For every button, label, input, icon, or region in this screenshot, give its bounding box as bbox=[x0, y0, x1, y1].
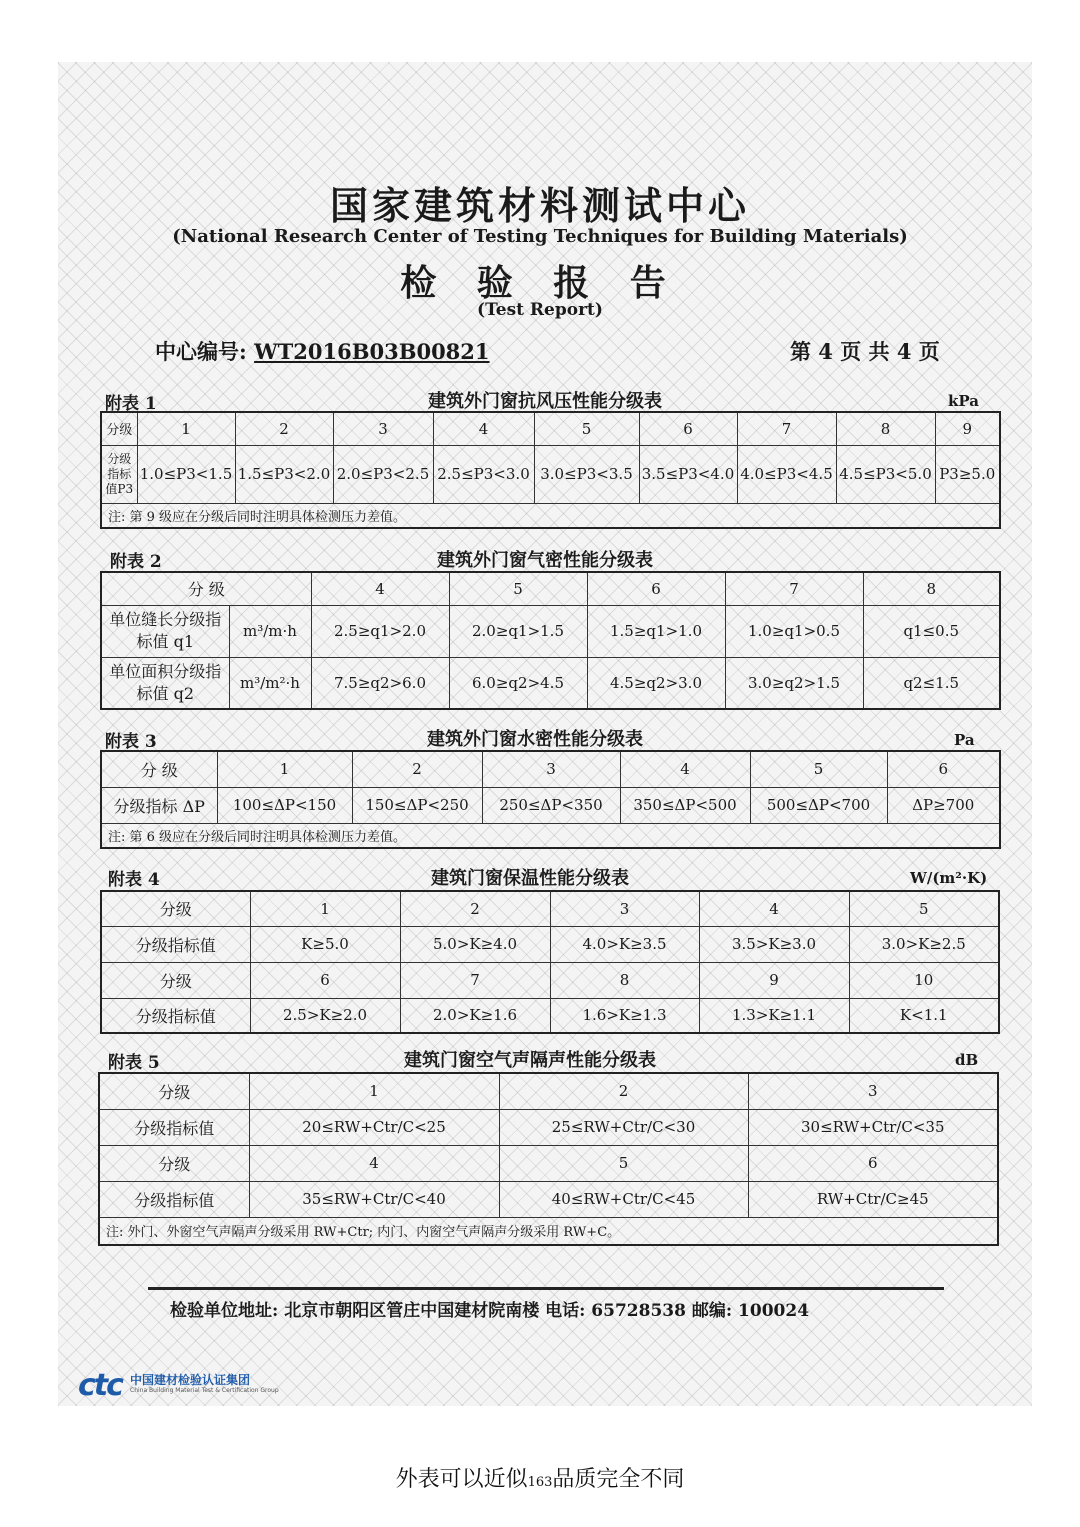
table5-row-label: 分级 bbox=[99, 1145, 249, 1181]
table-cell: RW+Ctr/C≥45 bbox=[748, 1181, 998, 1217]
table-cell: 100≤ΔP<150 bbox=[217, 787, 352, 823]
table-cell: 7 bbox=[725, 572, 863, 605]
table4-value-row bbox=[101, 998, 999, 1033]
table-cell: 2.0>K≥1.6 bbox=[400, 998, 550, 1033]
table4-caption: 附表 4 bbox=[108, 870, 160, 890]
table-cell: 500≤ΔP<700 bbox=[750, 787, 887, 823]
table2-caption: 附表 2 bbox=[110, 552, 162, 572]
table3-unit: Pa bbox=[954, 731, 975, 749]
table-cell: 35≤RW+Ctr/C<40 bbox=[249, 1181, 499, 1217]
table-cell: 4 bbox=[249, 1145, 499, 1181]
test-report-title-cn: 检 验 报 告 bbox=[400, 262, 680, 304]
table3-row-label: 分级指标 ΔP bbox=[101, 787, 217, 823]
table4-thermal-insulation bbox=[100, 890, 1000, 1034]
table-cell: 1 bbox=[249, 1073, 499, 1109]
table5-row-label: 分级指标值 bbox=[99, 1109, 249, 1145]
table-cell: 1 bbox=[137, 412, 235, 445]
table-cell: 1.5≥q1>1.0 bbox=[587, 605, 725, 657]
page-info: 第 4 页 共 4 页 bbox=[790, 339, 940, 364]
table2-grade-label: 分 级 bbox=[101, 572, 311, 605]
table-cell: 350≤ΔP<500 bbox=[620, 787, 750, 823]
table-cell: q2≤1.5 bbox=[863, 657, 1000, 709]
table-cell: 3.5>K≥3.0 bbox=[699, 926, 849, 962]
table4-row-label: 分级指标值 bbox=[101, 998, 250, 1033]
table-cell: 3.0≥q2>1.5 bbox=[725, 657, 863, 709]
table4-grade-row bbox=[101, 962, 999, 998]
table1-row-label: 分级指标值P3 bbox=[101, 445, 137, 503]
table5-title: 建筑门窗空气声隔声性能分级表 bbox=[404, 1050, 656, 1071]
report-title-en: (National Research Center of Testing Techniques for Building Materials) bbox=[172, 226, 908, 247]
table-cell: 8 bbox=[836, 412, 935, 445]
table1-title: 建筑外门窗抗风压性能分级表 bbox=[428, 391, 662, 412]
table-cell: 8 bbox=[863, 572, 1000, 605]
table-cell: 4 bbox=[311, 572, 449, 605]
center-number bbox=[155, 336, 490, 366]
logo-name-en: China Building Material Test & Certification Group bbox=[130, 1387, 279, 1394]
table4-unit: W/(m²·K) bbox=[910, 869, 988, 887]
table-cell: m³/m·h bbox=[229, 605, 311, 657]
table1-value-row bbox=[101, 445, 1000, 503]
table-cell: 1.3>K≥1.1 bbox=[699, 998, 849, 1033]
table5-row-label: 分级指标值 bbox=[99, 1181, 249, 1217]
report-title-cn: 国家建筑材料测试中心 bbox=[329, 183, 750, 228]
ctc-logo-mark: ctc bbox=[78, 1368, 122, 1403]
table-cell: 4.0>K≥3.5 bbox=[550, 926, 699, 962]
ctc-logo bbox=[78, 1368, 122, 1403]
table-cell: 1.0≤P3<1.5 bbox=[137, 445, 235, 503]
caption-before: 外表可以近似 bbox=[395, 1467, 528, 1492]
table1-wind-pressure bbox=[100, 411, 1001, 529]
table-cell: 2 bbox=[499, 1073, 748, 1109]
table-cell: 20≤RW+Ctr/C<25 bbox=[249, 1109, 499, 1145]
table5-grade-row bbox=[99, 1145, 998, 1181]
table5-value-row bbox=[99, 1181, 998, 1217]
table-cell: 4.5≤P3<5.0 bbox=[836, 445, 935, 503]
table-cell: 1.0≥q1>0.5 bbox=[725, 605, 863, 657]
table5-note-row bbox=[99, 1217, 998, 1245]
center-number-label: 中心编号: bbox=[155, 339, 247, 364]
table-cell: 5 bbox=[534, 412, 639, 445]
footer-address: 检验单位地址: 北京市朝阳区管庄中国建材院南楼 电话: 65728538 邮编: 100024 bbox=[170, 1301, 810, 1321]
table2-row-q1 bbox=[101, 605, 1000, 657]
table-cell: 150≤ΔP<250 bbox=[352, 787, 482, 823]
table5-grade-row bbox=[99, 1073, 998, 1109]
table-cell: 6.0≥q2>4.5 bbox=[449, 657, 587, 709]
table-cell: 1 bbox=[250, 891, 400, 926]
table-cell: 4 bbox=[699, 891, 849, 926]
table-cell: 2.5≥q1>2.0 bbox=[311, 605, 449, 657]
table-cell: 2 bbox=[235, 412, 333, 445]
table-cell: P3≥5.0 bbox=[935, 445, 1000, 503]
table-cell: 9 bbox=[699, 962, 849, 998]
table-cell: 4.5≥q2>3.0 bbox=[587, 657, 725, 709]
table-cell: 6 bbox=[639, 412, 737, 445]
table1-grade-row bbox=[101, 412, 1000, 445]
table-cell: 2.0≥q1>1.5 bbox=[449, 605, 587, 657]
table-cell: 5 bbox=[499, 1145, 748, 1181]
table3-note: 注: 第 6 级应在分级后同时注明具体检测压力差值。 bbox=[101, 823, 1000, 848]
table-cell: 3 bbox=[748, 1073, 998, 1109]
table5-value-row bbox=[99, 1109, 998, 1145]
table-cell: 4 bbox=[433, 412, 534, 445]
table1-caption: 附表 1 bbox=[105, 394, 157, 414]
table-cell: 5 bbox=[750, 751, 887, 787]
table4-row-label: 分级指标值 bbox=[101, 926, 250, 962]
table3-title: 建筑外门窗水密性能分级表 bbox=[427, 729, 643, 750]
table-cell: 3 bbox=[550, 891, 699, 926]
table2-title: 建筑外门窗气密性能分级表 bbox=[437, 550, 653, 571]
table-cell: 3.0≤P3<3.5 bbox=[534, 445, 639, 503]
table-cell: 5 bbox=[449, 572, 587, 605]
table-cell: 3.0>K≥2.5 bbox=[849, 926, 999, 962]
table3-value-row bbox=[101, 787, 1000, 823]
caption-after: 品质完全不同 bbox=[552, 1467, 685, 1492]
table-cell: 3 bbox=[482, 751, 620, 787]
table-cell: 2 bbox=[352, 751, 482, 787]
table-cell: 1.5≤P3<2.0 bbox=[235, 445, 333, 503]
table2-row-q2 bbox=[101, 657, 1000, 709]
table1-note: 注: 第 9 级应在分级后同时注明具体检测压力差值。 bbox=[101, 503, 1000, 528]
table-cell: 5.0>K≥4.0 bbox=[400, 926, 550, 962]
table-cell: m³/m²·h bbox=[229, 657, 311, 709]
table-cell: 7.5≥q2>6.0 bbox=[311, 657, 449, 709]
table-cell: 6 bbox=[887, 751, 1000, 787]
table-cell: 3.5≤P3<4.0 bbox=[639, 445, 737, 503]
table-cell: q1≤0.5 bbox=[863, 605, 1000, 657]
table-cell: 4 bbox=[620, 751, 750, 787]
table4-row-label: 分级 bbox=[101, 891, 250, 926]
table-cell: 6 bbox=[748, 1145, 998, 1181]
logo-name-cn: 中国建材检验认证集团 bbox=[130, 1373, 251, 1387]
table3-row-label: 分 级 bbox=[101, 751, 217, 787]
table4-grade-row bbox=[101, 891, 999, 926]
table-cell: 6 bbox=[587, 572, 725, 605]
table-cell: 9 bbox=[935, 412, 1000, 445]
table-cell: 6 bbox=[250, 962, 400, 998]
table3-caption: 附表 3 bbox=[105, 732, 157, 752]
table2-air-tightness bbox=[100, 571, 1001, 710]
table-cell: 4.0≤P3<4.5 bbox=[737, 445, 836, 503]
table2-grade-row bbox=[101, 572, 1000, 605]
test-report-title-en: (Test Report) bbox=[477, 300, 603, 320]
table-cell: 2.5≤P3<3.0 bbox=[433, 445, 534, 503]
table-cell: 10 bbox=[849, 962, 999, 998]
table5-caption: 附表 5 bbox=[108, 1053, 160, 1073]
table-cell: 5 bbox=[849, 891, 999, 926]
table-cell: 7 bbox=[400, 962, 550, 998]
bottom-caption bbox=[0, 1462, 1080, 1493]
table-cell: 3 bbox=[333, 412, 433, 445]
table-cell: K<1.1 bbox=[849, 998, 999, 1033]
table2-row-label: 单位面积分级指标值 q2 bbox=[101, 657, 229, 709]
table1-unit: kPa bbox=[948, 392, 979, 410]
table-cell: 40≤RW+Ctr/C<45 bbox=[499, 1181, 748, 1217]
table5-note: 注: 外门、外窗空气声隔声分级采用 RW+Ctr; 内门、内窗空气声隔声分级采用 RW+C。 bbox=[99, 1217, 998, 1245]
center-number-value: WT2016B03B00821 bbox=[254, 339, 490, 364]
table5-sound-insulation bbox=[98, 1072, 999, 1246]
table5-row-label: 分级 bbox=[99, 1073, 249, 1109]
table-cell: 250≤ΔP<350 bbox=[482, 787, 620, 823]
table-cell: 30≤RW+Ctr/C<35 bbox=[748, 1109, 998, 1145]
table1-row-label: 分级 bbox=[101, 412, 137, 445]
table-cell: ΔP≥700 bbox=[887, 787, 1000, 823]
table4-row-label: 分级 bbox=[101, 962, 250, 998]
table-cell: 2.0≤P3<2.5 bbox=[333, 445, 433, 503]
table2-row-label: 单位缝长分级指标值 q1 bbox=[101, 605, 229, 657]
table-cell: 2 bbox=[400, 891, 550, 926]
table-cell: 1 bbox=[217, 751, 352, 787]
table-cell: 8 bbox=[550, 962, 699, 998]
table-cell: K≥5.0 bbox=[250, 926, 400, 962]
table-cell: 7 bbox=[737, 412, 836, 445]
table4-title: 建筑门窗保温性能分级表 bbox=[431, 868, 629, 889]
footer-divider bbox=[148, 1287, 944, 1290]
caption-page-number: 163 bbox=[527, 1475, 553, 1490]
table4-value-row bbox=[101, 926, 999, 962]
table-cell: 25≤RW+Ctr/C<30 bbox=[499, 1109, 748, 1145]
table-cell: 1.6>K≥1.3 bbox=[550, 998, 699, 1033]
table3-water-tightness bbox=[100, 750, 1001, 849]
table1-note-row bbox=[101, 503, 1000, 528]
table3-note-row bbox=[101, 823, 1000, 848]
table3-grade-row bbox=[101, 751, 1000, 787]
table5-unit: dB bbox=[955, 1051, 979, 1069]
table-cell: 2.5>K≥2.0 bbox=[250, 998, 400, 1033]
